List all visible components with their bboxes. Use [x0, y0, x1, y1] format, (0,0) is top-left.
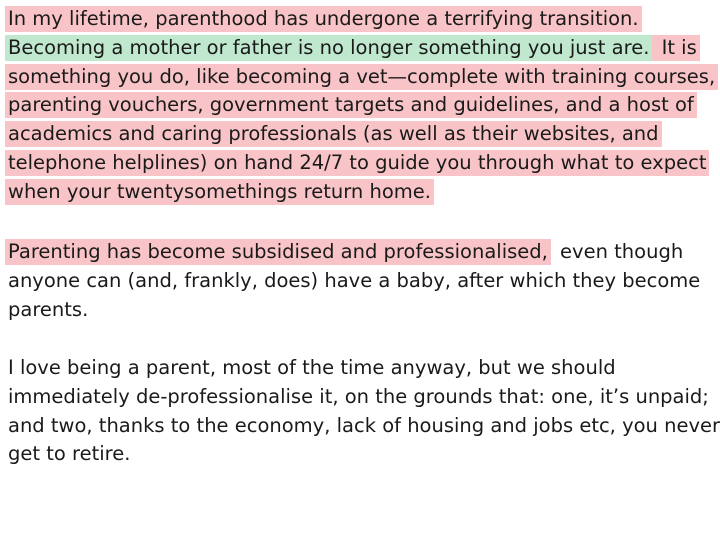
text-line — [8, 34, 718, 63]
red-highlight-span: when your twentysomethings return home. — [5, 179, 434, 205]
text-line — [8, 412, 720, 441]
text-span: and two, thanks to the economy, lack of housing and jobs etc, you never — [8, 413, 720, 437]
text-span: I love being a parent, most of the time anyway, but we should — [8, 356, 616, 379]
text-span: parents. — [8, 297, 89, 321]
text-span: even though — [553, 240, 684, 263]
green-highlight-span: Becoming a mother or father is no longer something you just are. — [5, 35, 652, 61]
text-line — [8, 63, 718, 92]
text-span: get to retire. — [8, 442, 131, 466]
text-line — [8, 267, 703, 296]
red-highlight-span: It is — [652, 35, 699, 61]
text-line — [8, 120, 718, 149]
text-line — [8, 383, 720, 412]
red-highlight-span: In my lifetime, parenthood has undergone a terrifying transition. — [5, 6, 642, 32]
text-line — [8, 238, 703, 267]
paragraph-2 — [8, 238, 703, 324]
paragraph-1 — [8, 5, 718, 207]
red-highlight-span: academics and caring professionals (as well as their websites, and — [5, 121, 662, 147]
paragraph-3 — [8, 354, 720, 469]
text-span: anyone can (and, frankly, does) have a baby, after which they become — [8, 268, 701, 292]
text-line — [8, 178, 718, 207]
text-line — [8, 296, 703, 325]
red-highlight-span: parenting vouchers, government targets and guidelines, and a host of — [5, 92, 697, 118]
red-highlight-span: telephone helplines) on hand 24/7 to guide you through what to expect — [5, 150, 709, 176]
red-highlight-span: something you do, like becoming a vet—complete with training courses, — [5, 64, 718, 90]
text-line — [8, 149, 718, 178]
text-span: immediately de-professionalise it, on the grounds that: one, it’s unpaid; — [8, 384, 709, 408]
text-line — [8, 5, 718, 34]
red-highlight-span: Parenting has become subsidised and professionalised, — [5, 239, 551, 265]
text-line — [8, 354, 720, 383]
text-line — [8, 91, 718, 120]
text-line — [8, 440, 720, 469]
